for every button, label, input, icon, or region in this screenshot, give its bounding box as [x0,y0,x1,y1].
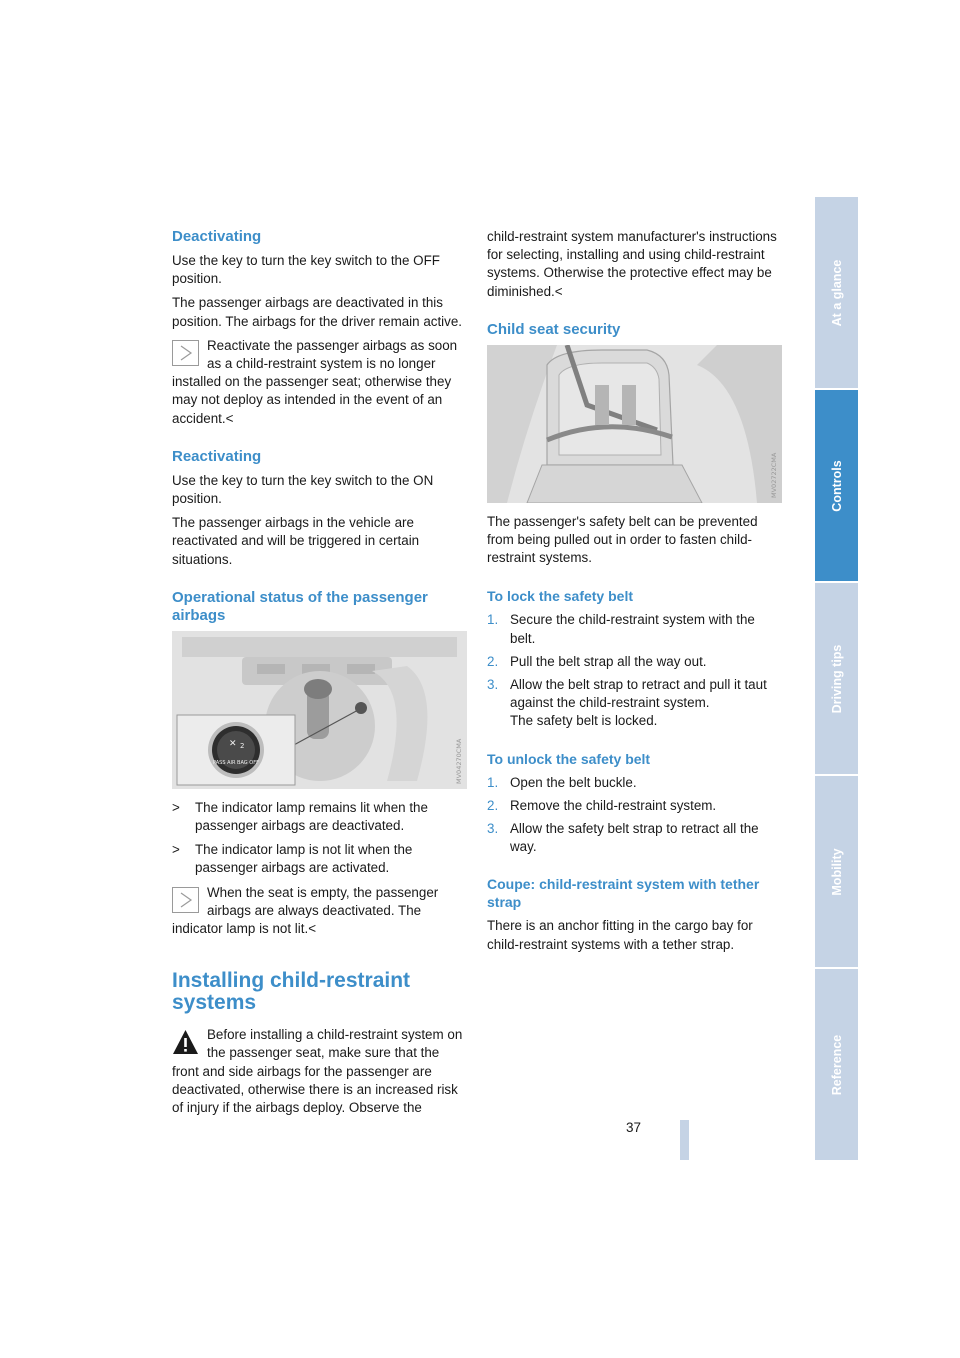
warning-installing-text: Before installing a child-restraint system on the passenger seat, make sure that the front and side airbags for the passenger are deactivated, otherwise there is an increased risk of injury if the airbags deploy. Observe the [172,1027,463,1116]
page-number: 37 [626,1120,642,1135]
lock-step-3 [487,676,782,731]
tab-label: Mobility [829,847,844,896]
tab-reference[interactable] [815,969,858,1160]
figure-indicator-lamp [172,631,467,789]
lock-step-1 [487,611,782,647]
bullet-marker: > [172,842,180,858]
deactivating-p1: Use the key to turn the key switch to the OFF position. [172,253,440,287]
note-icon [172,340,199,366]
heading-reactivating: Reactivating [172,447,262,465]
figure-child-seat [487,345,782,503]
svg-text:2: 2 [240,741,245,750]
bullet-text-2: The indicator lamp is not lit when the passenger airbags are activated. [195,842,413,876]
note-reactivate-text: Reactivate the passenger airbags as soon as a child-restraint system is no longer installed on the passenger seat; otherwise they may not deploy as intended in the event of an accident.< [172,337,458,426]
bullet-text-1: The indicator lamp remains lit when the passenger airbags are deactivated. [195,799,428,834]
heading-unlock-belt: To unlock the safety belt [487,750,651,767]
unlock-step-2 [487,797,782,815]
heading-deactivating: Deactivating [172,228,262,245]
figure-code: MV04270CMA [455,738,463,784]
tab-label: Driving tips [829,644,844,713]
unlock-step-3 [487,820,782,856]
note-empty-seat [172,884,467,939]
lock-step-2 [487,653,782,671]
warning-installing [172,1026,467,1117]
tab-label: Reference [829,1034,844,1095]
continuation-text: child-restraint system manufacturer's instructions for selecting, installing and using child-restraint systems. Otherwise the protective effect may be diminished.< [487,229,777,299]
child-seat-image [487,345,782,503]
tab-controls[interactable] [815,390,858,581]
lock-step-2-text: Pull the belt strap all the way out. [510,653,707,669]
bullet-item-2 [172,841,467,877]
page-number-bar [680,1120,689,1160]
unlock-step-1-text: Open the belt buckle. [510,774,637,790]
warning-icon [172,1029,199,1055]
tab-mobility[interactable] [815,776,858,967]
left-column [172,228,467,1123]
lock-step-3-text: Allow the belt strap to retract and pull it taut against the child-restraint system. [510,677,767,711]
tab-label: At a glance [829,259,844,326]
heading-coupe: Coupe: child-restraint system with tether strap [487,876,760,911]
reactivating-p2: The passenger airbags in the vehicle are reactivated and will be triggered in certain situations. [172,515,420,567]
right-column [487,228,782,960]
step-number: 3. [487,821,499,837]
step-number: 2. [487,653,499,669]
unlock-step-1 [487,774,782,792]
step-number: 1. [487,612,499,628]
unlock-step-3-text: Allow the safety belt strap to retract all the way. [510,821,759,855]
note-empty-seat-text: When the seat is empty, the passenger airbags are always deactivated. The indicator lamp is not lit.< [172,884,439,937]
figure-code: MV02722CMA [770,452,778,498]
bullet-marker: > [172,799,180,815]
step-number: 2. [487,797,499,813]
tab-driving-tips[interactable] [815,583,858,774]
step-number: 1. [487,774,499,790]
deactivating-p2: The passenger airbags are deactivated in this position. The airbags for the driver remain active. [172,295,463,329]
note-icon [172,887,199,913]
reactivating-p1: Use the key to turn the key switch to the ON position. [172,472,434,507]
side-tab-navigation [815,197,858,1162]
heading-lock-belt: To lock the safety belt [487,588,633,605]
tab-label: Controls [829,459,844,512]
svg-text:✕: ✕ [229,738,237,749]
lock-step-3-extra: The safety belt is locked. [510,713,658,729]
note-reactivate [172,337,467,428]
indicator-lamp-image [172,631,467,789]
bullet-item-1 [172,799,467,835]
seat-security-p1: The passenger's safety belt can be prevented from being pulled out in order to fasten child-restraint systems. [487,513,758,566]
coupe-p1: There is an anchor fitting in the cargo bay for child-restraint systems with a tether strap. [487,918,753,952]
tab-at-a-glance[interactable] [815,197,858,388]
heading-child-seat-security: Child seat security [487,320,621,338]
unlock-step-2-text: Remove the child-restraint system. [510,797,717,813]
heading-operational-status: Operational status of the passenger airbags [172,588,428,624]
heading-installing: Installing child-restraint systems [172,969,411,1015]
figure-label: PASS AIR BAG OFF [213,759,259,766]
lock-step-1-text: Secure the child-restraint system with the belt. [510,612,755,646]
step-number: 3. [487,677,499,693]
